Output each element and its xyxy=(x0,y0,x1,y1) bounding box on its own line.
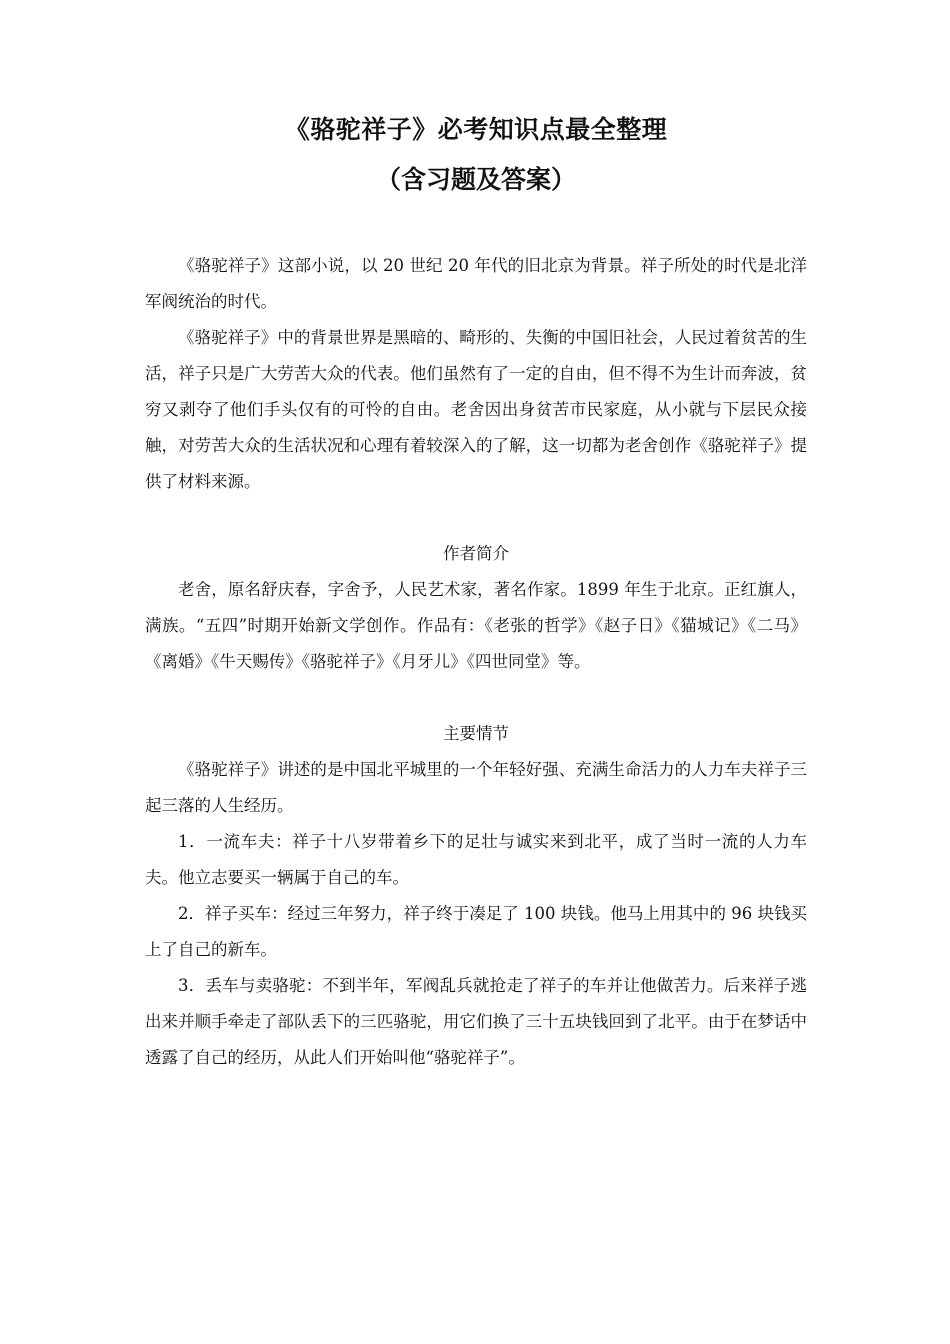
document-title: 《骆驼祥子》必考知识点最全整理 xyxy=(284,115,668,144)
plot-item-2: 2．祥子买车：经过三年努力，祥子终于凑足了 100 块钱。他马上用其中的 96 块钱买上了自己的新车。 xyxy=(145,904,807,959)
plot-heading: 主要情节 xyxy=(443,724,509,743)
document-subtitle: （含习题及答案） xyxy=(375,165,576,194)
plot-paragraph-intro: 《骆驼祥子》讲述的是中国北平城里的一个年轻好强、充满生命活力的人力车夫祥子三起三落的人生经历。 xyxy=(145,760,807,815)
author-section xyxy=(145,536,807,680)
plot-item-3: 3．丢车与卖骆驼：不到半年，军阀乱兵就抢走了祥子的车并让他做苦力。后来祥子逃出来并顺手牵走了部队丢下的三匹骆驼，用它们换了三十五块钱回到了北平。由于在梦话中透露了自己的经历，从此人们开始叫他“骆驼祥子”。 xyxy=(145,976,807,1067)
author-heading: 作者简介 xyxy=(443,544,509,563)
plot-item-1: 1．一流车夫：祥子十八岁带着乡下的足壮与诚实来到北平，成了当时一流的人力车夫。他立志要买一辆属于自己的车。 xyxy=(145,832,807,887)
spacer xyxy=(145,500,807,536)
plot-section xyxy=(145,716,807,1076)
document-page xyxy=(145,108,807,1076)
author-paragraph: 老舍，原名舒庆春，字舍予，人民艺术家，著名作家。1899 年生于北京。正红旗人，满族。“五四”时期开始新文学创作。作品有：《老张的哲学》《赵子日》《猫城记》《二马》《离婚》《牛天赐传》《骆驼祥子》《月牙儿》《四世同堂》等。 xyxy=(145,580,807,671)
intro-section xyxy=(145,248,807,500)
spacer xyxy=(145,680,807,716)
intro-paragraph-1: 《骆驼祥子》这部小说，以 20 世纪 20 年代的旧北京为背景。祥子所处的时代是北洋军阀统治的时代。 xyxy=(145,256,807,311)
intro-paragraph-2: 《骆驼祥子》中的背景世界是黑暗的、畸形的、失衡的中国旧社会，人民过着贫苦的生活，祥子只是广大劳苦大众的代表。他们虽然有了一定的自由，但不得不为生计而奔波，贫穷又剥夺了他们手头仅有的可怜的自由。老舍因出身贫苦市民家庭，从小就与下层民众接触，对劳苦大众的生活状况和心理有着较深入的了解，这一切都为老舍创作《骆驼祥子》提供了材料来源。 xyxy=(145,328,807,491)
